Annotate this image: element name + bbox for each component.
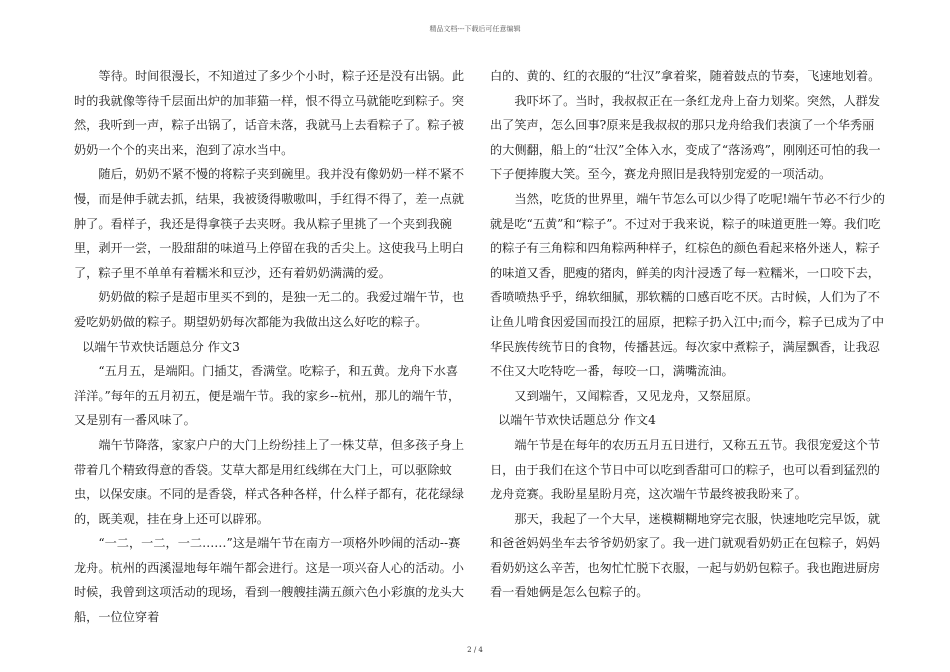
section-title: 以端午节欢快话题总分 作文4 xyxy=(498,413,656,428)
paragraph: 我吓坏了。当时，我叔叔正在一条红龙舟上奋力划桨。突然，人群发出了笑声，怎么回事?原来是我叔叔的那只龙舟给我们表演了一个华秀丽的大侧翻，船上的“壮汉”全体入水，变成了“落汤鸡”，刚刚还可怕的我一下子便捧腹大笑。至今，赛龙舟照旧是我特别宠爱的一项活动。 xyxy=(490,93,881,182)
paragraph: 当然，吃货的世界里，端午节怎么可以少得了吃呢!端午节必不行少的就是吃“五黄”和“粽子”。不过对于我来说，粽子的味道更胜一筹。我们吃的粽子有三角粽和四角粽两种样子，红棕色的颜色看起来格外迷人，粽子的味道又香，肥瘦的猪肉，鲜美的肉汁浸透了每一粒糯米，一口咬下去，香喷喷热乎乎，绵软细腻，那软糯的口感百吃不厌。古时候，人们为了不让鱼儿啃食因爱国而投江的屈原，把粽子扔入江中;而今，粽子已成为了中华民族传统节日的食物，传播甚远。每次家中煮粽子，满屋飘香，让我忍不住又大吃特吃一番，每咬一口，满嘴流油。 xyxy=(490,191,885,379)
paragraph: 随后，奶奶不紧不慢的将粽子夹到碗里。我并没有像奶奶一样不紧不慢，而是伸手就去抓，结果，我被烫得嗷嗷叫，手红得不得了，差一点就肿了。看样子，我还是得拿筷子去夹呀。我从粽子里挑了一个夹到我碗里，剥开一尝，一股甜甜的味道马上停留在我的舌尖上。这使我马上明白了，粽子里不单单有着糯米和豆沙，还有着奶奶满满的爱。 xyxy=(74,167,465,280)
section-title: 以端午节欢快话题总分 作文3 xyxy=(82,339,240,354)
paragraph: “一二，一二，一二……”这是端午节在南方一项格外吵闹的活动--赛龙舟。杭州的西溪湿地每年端午都会进行。这是一项兴奋人心的活动。小时候，我曾到这项活动的现场，看到一艘艘挂满五颜六色小彩旗的龙头大船，一位位穿着 xyxy=(74,536,464,625)
paragraph: 那天，我起了一个大早，迷模糊糊地穿完衣服，快速地吃完早饭，就和爸爸妈妈坐车去爷爷奶奶家了。我一进门就观看奶奶正在包粽子，妈妈看奶奶这么辛苦，也匆忙忙脱下衣服，一起与奶奶包粽子。我也跑进厨房看一看她俩是怎么包粽子的。 xyxy=(490,511,881,600)
paragraph: 又到端午，又闻粽香，又见龙舟，又祭屈原。 xyxy=(514,388,759,403)
right-column xyxy=(490,64,885,605)
paragraph: 端午节降落，家家户户的大门上纷纷挂上了一株艾草，但多孩子身上带着几个精致得意的香袋。艾草大都是用红线绑在大门上，可以驱除蚊虫，以保安康。不同的是香袋，样式各种各样，什么样子都有，花花绿绿的，既美观，挂在身上还可以辟邪。 xyxy=(74,437,465,526)
page-number: 2 / 4 xyxy=(467,646,483,654)
left-column xyxy=(74,64,469,630)
paragraph: 奶奶做的粽子是超市里买不到的，是独一无二的。我爱过端午节，也爱吃奶奶做的粽子。期望奶奶每次都能为我做出这么好吃的粽子。 xyxy=(74,290,465,329)
paragraph: 白的、黄的、红的衣服的“壮汉”拿着桨，随着鼓点的节奏，飞速地划着。 xyxy=(490,69,881,83)
paragraph: 端午节是在每年的农历五月五日进行，又称五五节。我很宠爱这个节日，由于我们在这个节日中可以吃到香甜可口的粽子，也可以看到猛烈的龙舟竞赛。我盼星星盼月亮，这次端午节最终被我盼来了。 xyxy=(490,437,881,502)
page-header: 精品文档---下载后可任意编辑 xyxy=(429,25,521,33)
paragraph: 等待。时间很漫长，不知道过了多少个小时，粽子还是没有出锅。此时的我就像等待千层面出炉的加菲猫一样，恨不得立马就能吃到粽子。突然，我听到一声，粽子出锅了，话音未落，我就马上去看粽子了。粽子被奶奶一个个的夹出来，泡到了凉水当中。 xyxy=(74,69,465,157)
paragraph: “五月五，是端阳。门插艾，香满堂。吃粽子，和五黄。龙舟下水喜洋洋。”每年的五月初五，便是端午节。我的家乡--杭州，那儿的端午节，又是别有一番风味了。 xyxy=(74,364,461,428)
